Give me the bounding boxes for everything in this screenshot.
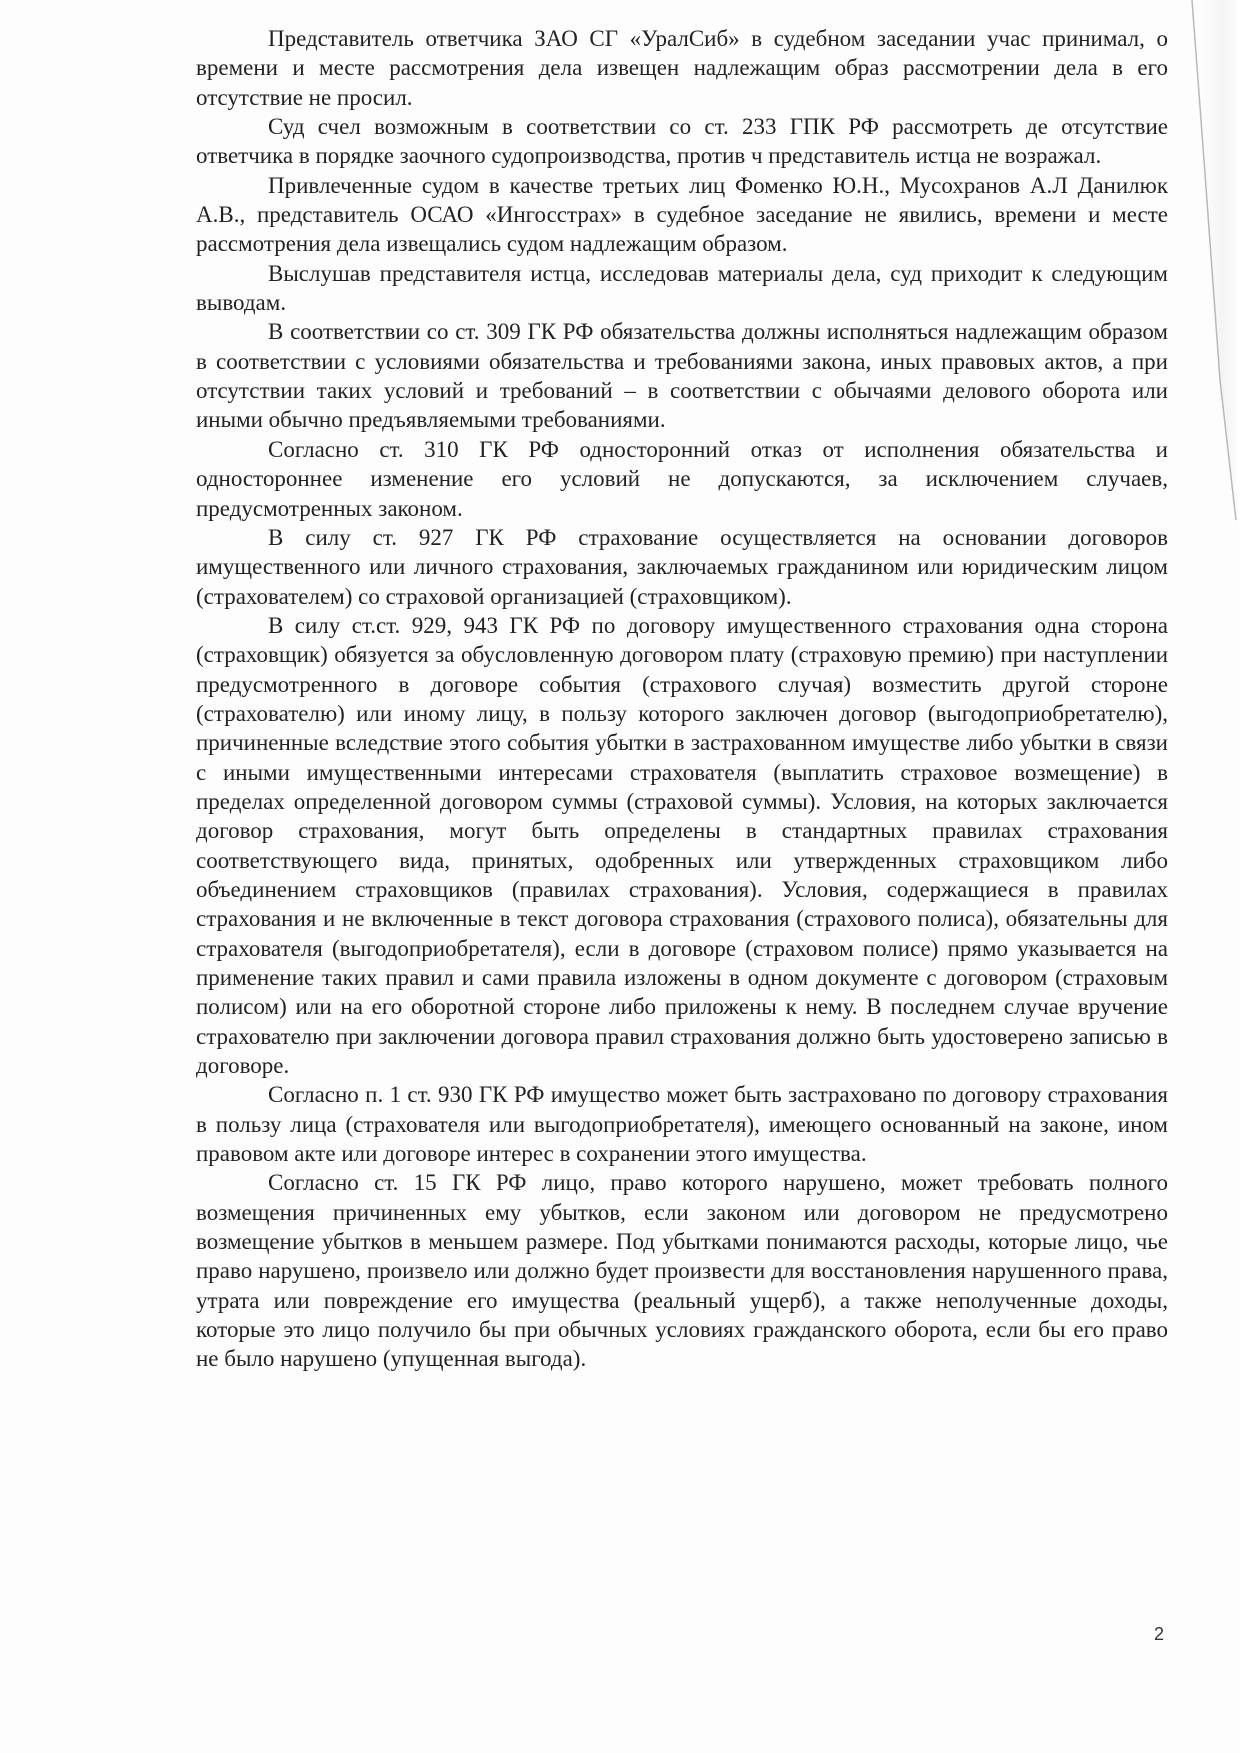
paragraph-article-930: Согласно п. 1 ст. 930 ГК РФ имущество может быть застраховано по договору страхования в пользу лица (страхователя или выгодоприобретателя), имеющего основанный на законе, ином правовом акте или договоре интерес в сохранении этого имущества. <box>196 1082 1168 1167</box>
paragraph-article-310: Согласно ст. 310 ГК РФ односторонний отказ от исполнения обязательства и одностороннее изменение его условий не допускаются, за исключением случаев, предусмотренных законом. <box>196 436 1168 521</box>
paragraph-article-927: В силу ст. 927 ГК РФ страхование осуществляется на основании договоров имущественного или личного страхования, заключаемых гражданином или юридическим лицом (страхователем) со страховой организацией (страховщиком). <box>196 524 1168 609</box>
paragraph-article-15: Согласно ст. 15 ГК РФ лицо, право которого нарушено, может требовать полного возмещения причиненных ему убытков, если законом или договором не предусмотрено возмещение убытков в меньшем размере. Под убытками понимаются расходы, которые лицо, чье право нарушено, произвело или должно будет произвести для восстановления нарушенного права, утрата или повреждение его имущества (реальный ущерб), а также неполученные доходы, которые это лицо получило бы при обычных условиях гражданского оборота, если бы его право не было нарушено (упущенная выгода). <box>196 1170 1168 1372</box>
paragraph-third-parties: Привлеченные судом в качестве третьих лиц Фоменко Ю.Н., Мусохранов А.Л Данилюк А.В., представитель ОСАО «Ингосстрах» в судебное заседание не явились, времени и месте рассмотрения дела извещались судом надлежащим образом. <box>196 172 1168 257</box>
fold-edge-line <box>1192 0 1236 520</box>
paragraph-default-judgment: Суд счел возможным в соответствии со ст. 233 ГПК РФ рассмотреть де отсутствие ответчика в порядке заочного судопроизводства, против ч представитель истца не возражал. <box>196 114 1168 169</box>
paragraph-article-309: В соответствии со ст. 309 ГК РФ обязательства должны исполняться надлежащим образом в соответствии с условиями обязательства и требованиями закона, иных правовых актов, а при отсутствии таких условий и требований – в соответствии с обычаями делового оборота или иными обычно предъявляемыми требованиями. <box>196 319 1168 433</box>
paragraph-court-conclusions: Выслушав представителя истца, исследовав материалы дела, суд приходит к следующим выводам. <box>196 260 1168 316</box>
document-body <box>196 24 1168 1374</box>
paragraph-representative-absence: Представитель ответчика ЗАО СГ «УралСиб» в судебном заседании учас принимал, о времени и месте рассмотрения дела извещен надлежащим образ рассмотрении дела в его отсутствие не просил. <box>196 26 1168 110</box>
paragraph-articles-929-943: В силу ст.ст. 929, 943 ГК РФ по договору имущественного страхования одна сторона (страховщик) обязуется за обусловленную договором плату (страховую премию) при наступлении предусмотренного в договоре события (страхового случая) возместить другой стороне (страхователю) или иному лицу, в пользу которого заключен договор (выгодоприобретателю), причиненные вследствие этого события убытки в застрахованном имуществе либо убытки в связи с иными имущественными интересами страхователя (выплатить страховое возмещение) в пределах определенной договором суммы (страховой суммы). Условия, на которых заключается договор страхования, могут быть определены в стандартных правилах страхования соответствующего вида, принятых, одобренных или утвержденных страховщиком либо объединением страховщиков (правилах страхования). Условия, содержащиеся в правилах страхования и не включенные в текст договора страхования (страхового полиса), обязательны для страхователя (выгодоприобретателя), если в договоре (страховом полисе) прямо указывается на применение таких правил и сами правила изложены в одном документе с договором (страховым полисом) или на его оборотной стороне либо приложены к нему. В последнем случае вручение страхователю при заключении договора правил страхования должно быть удостоверено записью в договоре. <box>196 612 1168 1079</box>
page-number: 2 <box>1154 1624 1165 1644</box>
